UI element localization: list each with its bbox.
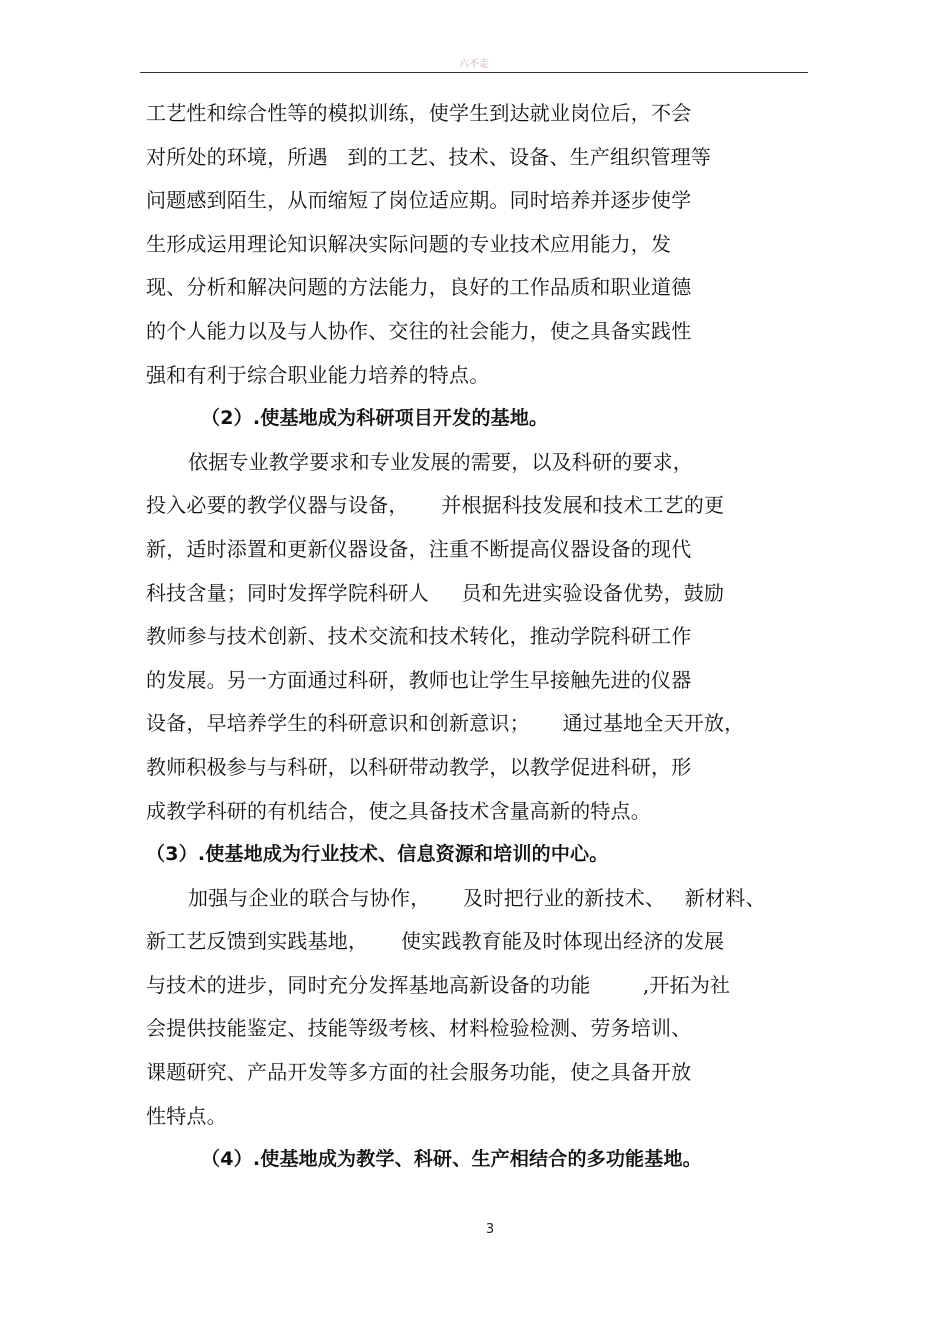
text-line: 的个人能力以及与人协作、交往的社会能力，使之具备实践性 bbox=[146, 318, 692, 343]
text-line: 设备，早培养学生的科研意识和创新意识； 通过基地全天开放， bbox=[146, 711, 745, 736]
text-line: 教师参与技术创新、技术交流和技术转化，推动学院科研工作 bbox=[146, 624, 692, 649]
text-line: 新工艺反馈到实践基地， 使实践教育能及时体现出经济的发展 bbox=[146, 929, 725, 954]
text-line: 投入必要的教学仪器与设备， 并根据科技发展和技术工艺的更 bbox=[146, 493, 725, 518]
text-line: 与技术的进步，同时充分发挥基地高新设备的功能 ,开拓为社 bbox=[146, 972, 731, 997]
text-line: 问题感到陌生，从而缩短了岗位适应期。同时培养并逐步使学 bbox=[146, 188, 692, 213]
text-line: 课题研究、产品开发等多方面的社会服务功能，使之具备开放 bbox=[146, 1060, 692, 1085]
text-line: 性特点。 bbox=[146, 1103, 227, 1128]
text-line: 会提供技能鉴定、技能等级考核、材料检验检测、劳务培训、 bbox=[146, 1016, 692, 1041]
text-line: 强和有利于综合职业能力培养的特点。 bbox=[146, 362, 490, 387]
text-line: 教师积极参与与科研，以科研带动教学，以教学促进科研，形 bbox=[146, 754, 692, 779]
text-line: 对所处的环境，所遇 到的工艺、技术、设备、生产组织管理等 bbox=[146, 144, 712, 169]
page-header bbox=[140, 52, 808, 73]
text-line: 成教学科研的有机结合，使之具备技术含量高新的特点。 bbox=[146, 798, 651, 823]
text-line: 的发展。另一方面通过科研，教师也让学生早接触先进的仪器 bbox=[146, 667, 692, 692]
section-heading: （2）.使基地成为科研项目开发的基地。 bbox=[201, 407, 549, 430]
text-line: 新，适时添置和更新仪器设备，注重不断提高仪器设备的现代 bbox=[146, 536, 692, 561]
section-heading: （4）.使基地成为教学、科研、生产相结合的多功能基地。 bbox=[201, 1148, 702, 1171]
text-line: 生形成运用理论知识解决实际问题的专业技术应用能力，发 bbox=[146, 231, 672, 256]
section-heading: （3）.使基地成为行业技术、信息资源和培训的中心。 bbox=[146, 843, 609, 866]
header-text: 六不走 bbox=[459, 59, 489, 70]
document-body bbox=[146, 92, 826, 1182]
text-line: 科技含量；同时发挥学院科研人 员和先进实验设备优势，鼓励 bbox=[146, 580, 725, 605]
page-number: 3 bbox=[485, 1222, 495, 1237]
text-line: 现、分析和解决问题的方法能力，良好的工作品质和职业道德 bbox=[146, 275, 692, 300]
text-line: 依据专业教学要求和专业发展的需要，以及科研的要求， bbox=[188, 449, 693, 474]
text-line: 加强与企业的联合与协作， 及时把行业的新技术、 新材料、 bbox=[188, 885, 766, 910]
text-line: 工艺性和综合性等的模拟训练，使学生到达就业岗位后，不会 bbox=[146, 101, 692, 125]
